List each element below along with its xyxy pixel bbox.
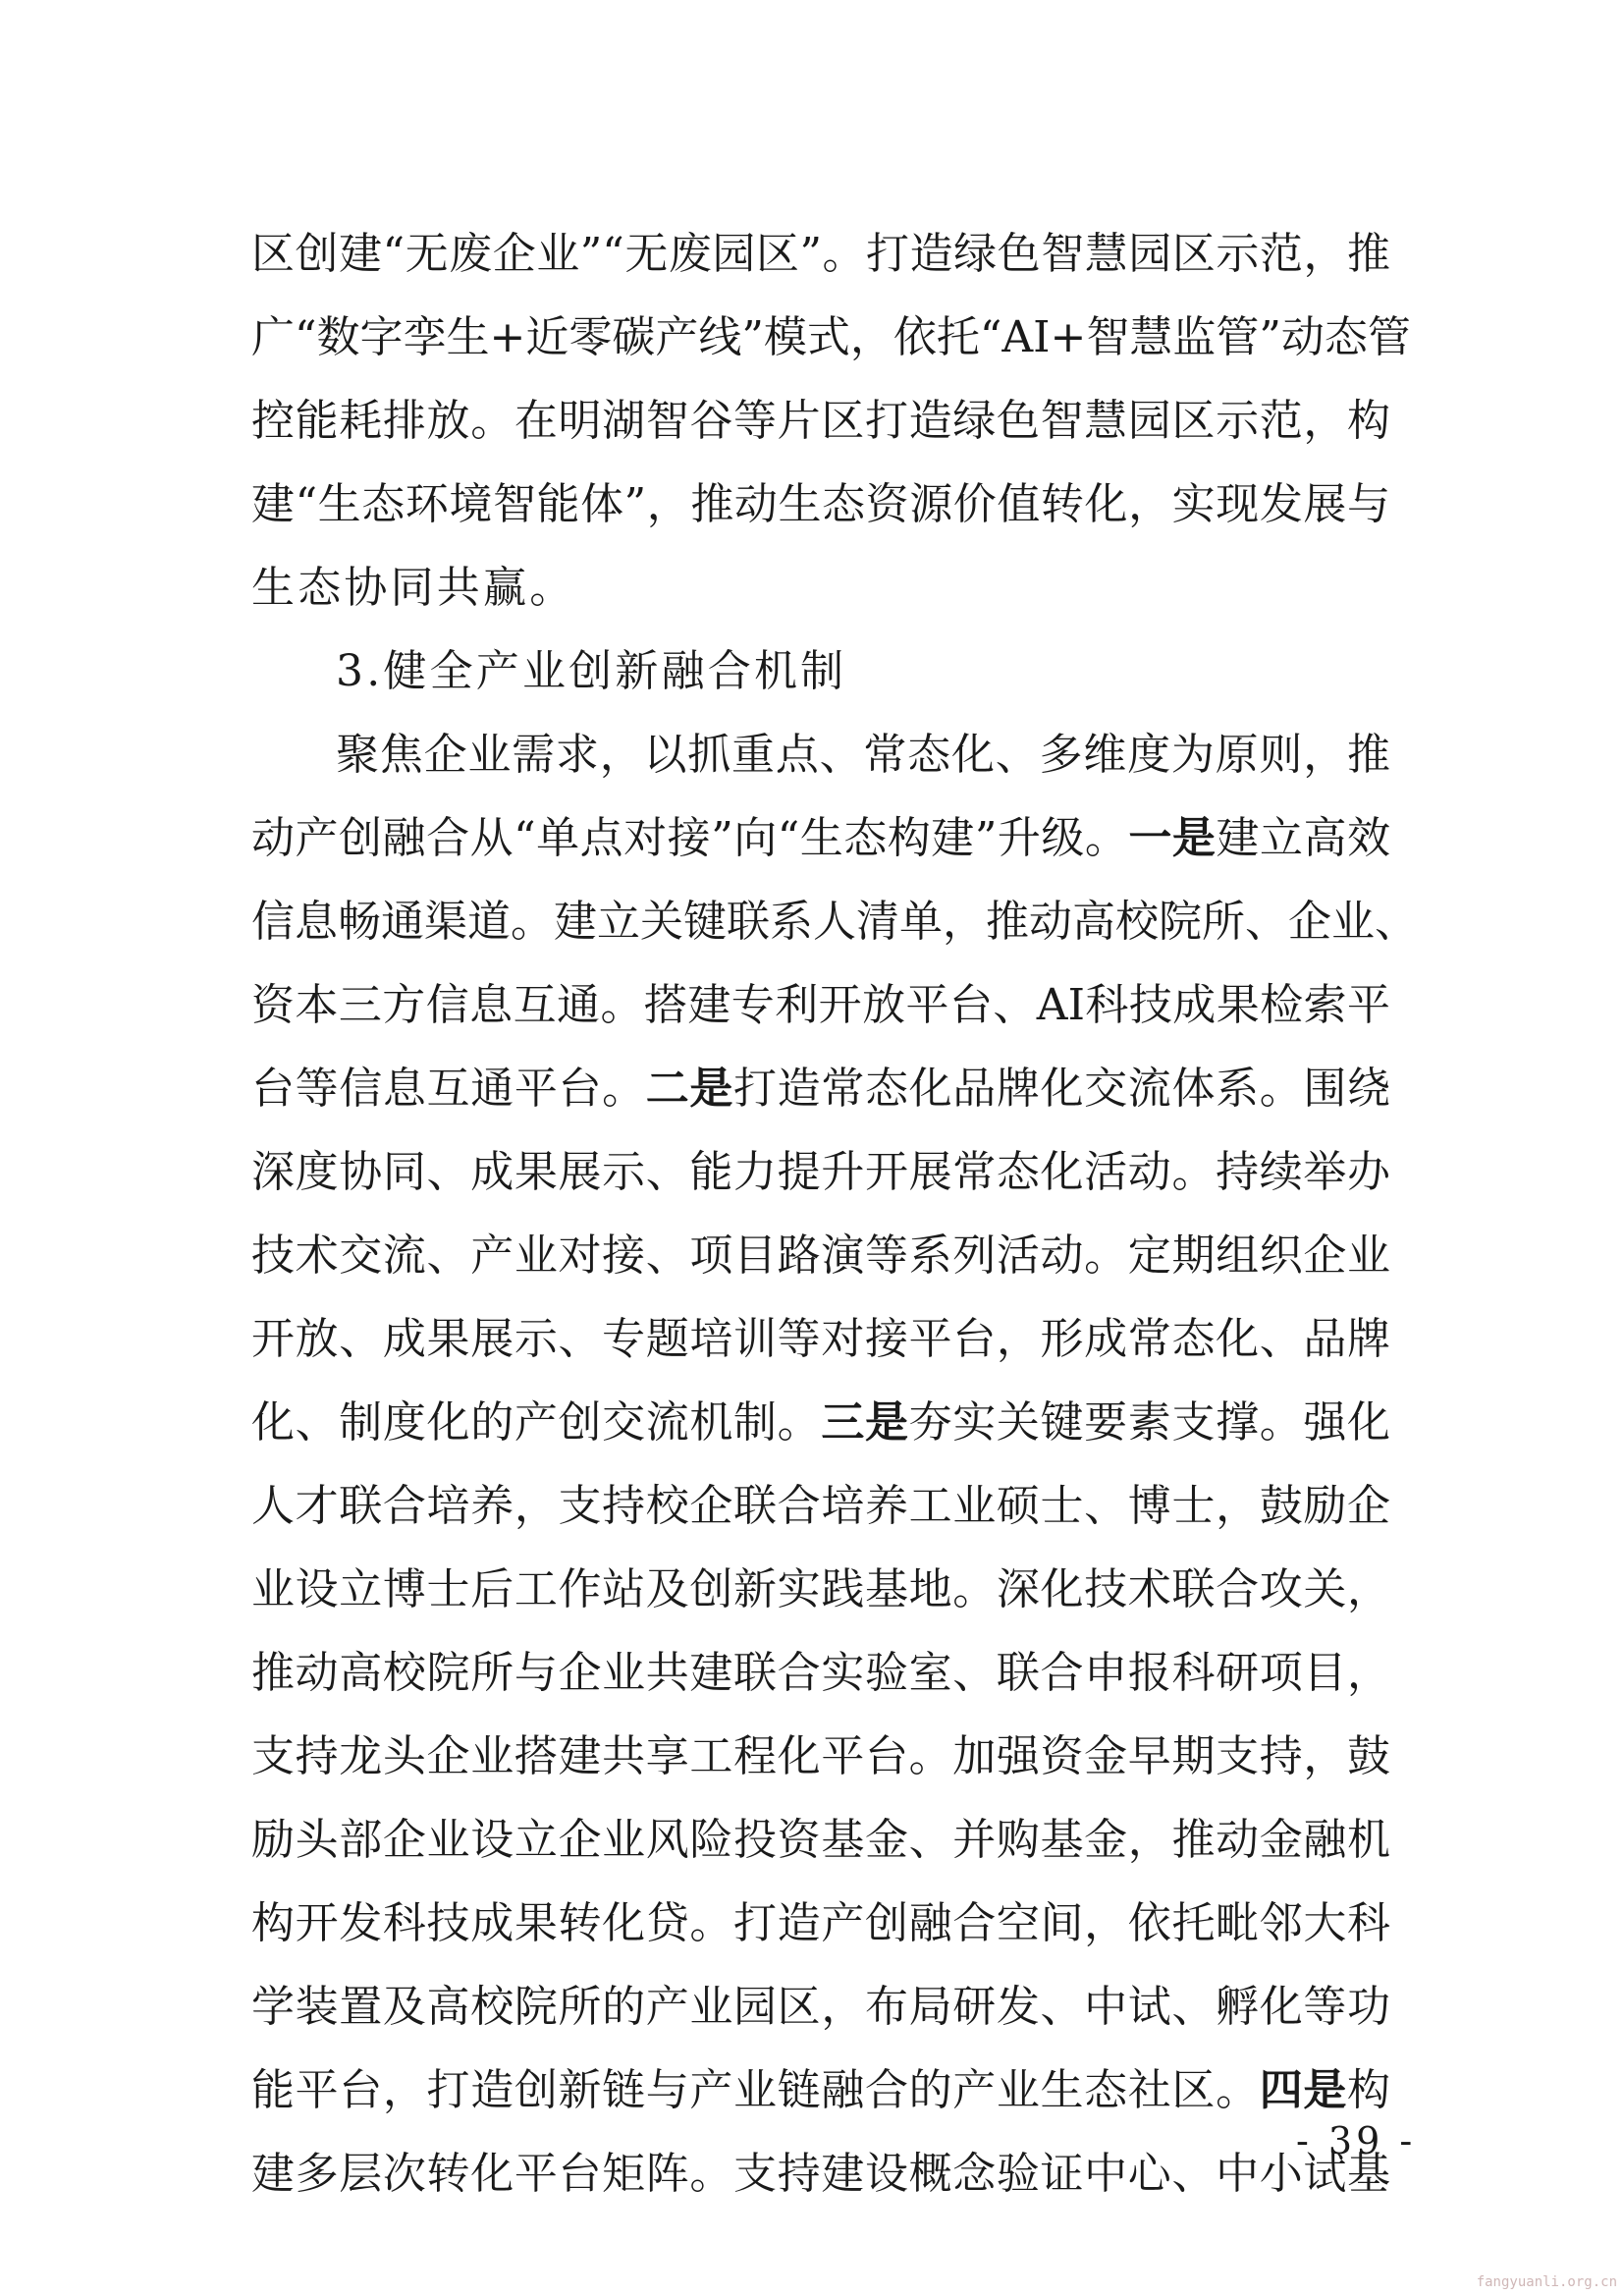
text-line [251,1047,1390,1130]
text-line [251,1214,1390,1297]
text-segment: 信息畅通渠道。建立关键联系人清单，推动高校院所、企业、 [251,897,1418,947]
text-segment: 3.健全产业创新融合机制 [336,646,847,696]
text-line [251,296,1411,379]
text-line [251,880,1418,963]
bold-lead-phrase: 二是 [645,1064,734,1114]
text-line [251,463,1390,546]
text-segment: 励头部企业设立企业风险投资基金、并购基金，推动金融机 [251,1815,1390,1865]
text-line [251,1297,1390,1381]
text-line [251,1631,1390,1715]
text-line [251,1464,1390,1548]
text-line [251,212,1390,296]
text-line [251,1381,1390,1464]
text-segment: 生态协同共赢。 [251,563,576,613]
text-segment: 学装置及高校院所的产业园区，布局研发、中试、孵化等功 [251,1982,1390,2032]
page-number: - 39 - [1296,2119,1417,2162]
text-line [251,1130,1390,1214]
text-segment: 业设立博士后工作站及创新实践基地。深化技术联合攻关， [251,1564,1390,1614]
text-line [251,713,1390,796]
text-segment: 台等信息互通平台。 [251,1064,646,1114]
text-segment: 推动高校院所与企业共建联合实验室、联合申报科研项目， [251,1648,1390,1698]
text-segment: 打造常态化品牌化交流体系。围绕 [733,1064,1391,1114]
text-segment: 动产创融合从“单点对接”向“生态构建”升级。 [251,813,1129,863]
text-line [251,546,1390,629]
text-segment: 人才联合培养，支持校企联合培养工业硕士、博士，鼓励企 [251,1481,1390,1531]
text-line [251,2049,1390,2132]
text-segment: 技术交流、产业对接、项目路演等系列活动。定期组织企业 [251,1230,1390,1281]
text-line [251,1798,1390,1882]
text-line [251,796,1390,880]
text-segment: 资本三方信息互通。搭建专利开放平台、AI科技成果检索平 [251,980,1390,1030]
text-line [251,1965,1390,2049]
bold-lead-phrase: 一是 [1128,813,1217,863]
section-heading [251,629,1390,713]
text-segment: 构 [1347,2065,1390,2115]
body-text [251,212,1418,2215]
bold-lead-phrase: 四是 [1259,2065,1347,2115]
text-segment: 能平台，打造创新链与产业链融合的产业生态社区。 [251,2065,1260,2115]
text-line [251,2132,1390,2215]
text-segment: 构开发科技成果转化贷。打造产创融合空间，依托毗邻大科 [251,1898,1390,1948]
text-line [251,1882,1390,1965]
text-segment: 开放、成果展示、专题培训等对接平台，形成常态化、品牌 [251,1314,1390,1364]
text-line [251,963,1390,1047]
text-segment: 区创建“无废企业”“无废园区”。打造绿色智慧园区示范，推 [251,229,1390,279]
text-segment: 化、制度化的产创交流机制。 [251,1397,822,1448]
text-segment: 聚焦企业需求，以抓重点、常态化、多维度为原则，推 [336,730,1390,780]
text-segment: 夯实关键要素支撑。强化 [908,1397,1391,1448]
text-line [251,1548,1390,1631]
bold-lead-phrase: 三是 [821,1397,909,1448]
text-segment: 建立高效 [1216,813,1391,863]
watermark: fangyuanli.org.cn [1476,2274,1617,2290]
text-line [251,1715,1390,1798]
text-segment: 控能耗排放。在明湖智谷等片区打造绿色智慧园区示范，构 [251,396,1390,446]
text-segment: 建“生态环境智能体”，推动生态资源价值转化，实现发展与 [251,479,1390,529]
text-segment: 深度协同、成果展示、能力提升开展常态化活动。持续举办 [251,1147,1390,1197]
text-segment: 广“数字孪生+近零碳产线”模式，依托“AI+智慧监管”动态管 [251,312,1411,362]
text-segment: 支持龙头企业搭建共享工程化平台。加强资金早期支持，鼓 [251,1731,1390,1781]
text-segment: 建多层次转化平台矩阵。支持建设概念验证中心、中小试基 [251,2149,1390,2199]
text-line [251,379,1390,463]
